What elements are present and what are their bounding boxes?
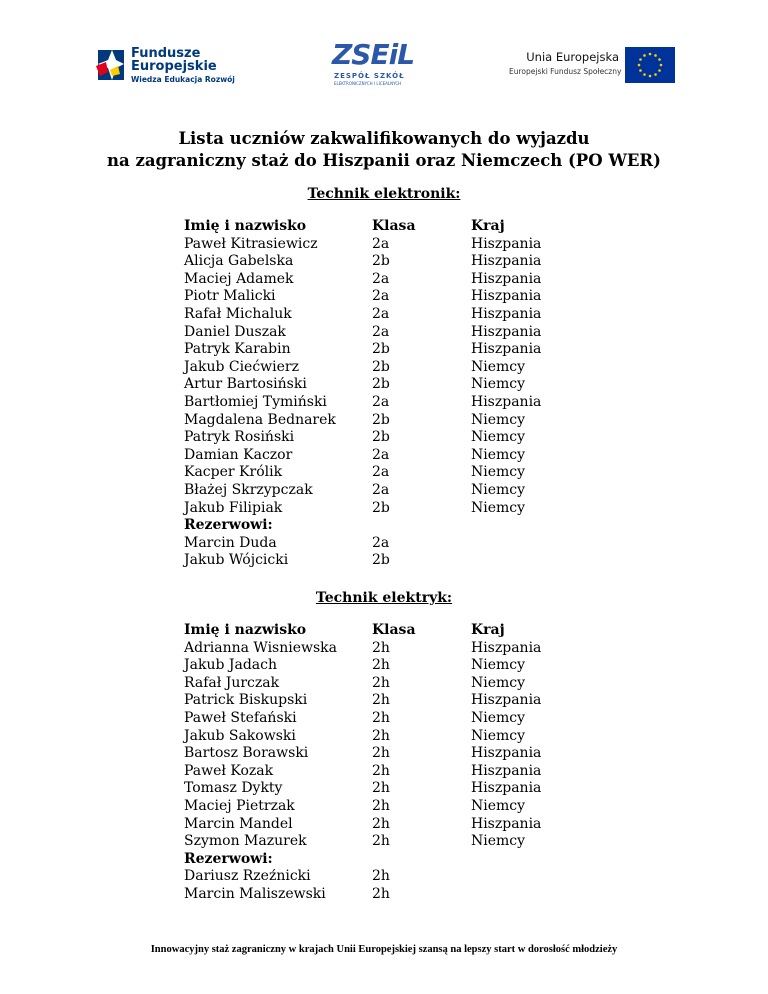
reserve-label-row xyxy=(184,851,584,869)
table-elektryk xyxy=(184,622,584,904)
fe-star-icon xyxy=(94,46,126,84)
eu-star-icon xyxy=(649,53,652,56)
student-class: 2h xyxy=(372,709,390,726)
reserve-row xyxy=(184,868,584,886)
student-name: Maciej Adamek xyxy=(184,270,294,287)
student-class: 2a xyxy=(372,393,390,410)
student-name: Rafał Jurczak xyxy=(184,674,280,691)
zseil-word: ZSEiL xyxy=(332,38,415,71)
footer-text: Innowacyjny staż zagraniczny w krajach Unii Europejskiej szansą na lepszy start w dorosłość młodzieży xyxy=(150,944,618,955)
reserve-row xyxy=(184,535,584,553)
table-row xyxy=(184,728,584,746)
reserve-row xyxy=(184,552,584,570)
zseil-sub2: ELEKTRONICZNYCH I LICEALNYCH xyxy=(334,81,402,86)
ue-line2: Europejski Fundusz Społeczny xyxy=(509,67,622,76)
student-country: Hiszpania xyxy=(471,253,542,270)
student-name: Jakub Ciećwierz xyxy=(184,358,300,375)
ue-line1: Unia Europejska xyxy=(526,50,619,64)
student-class: 2b xyxy=(372,499,390,516)
student-class: 2b xyxy=(372,411,390,428)
student-name: Paweł Stefański xyxy=(184,709,297,726)
reserve-row xyxy=(184,886,584,904)
student-name: Szymon Mazurek xyxy=(184,833,307,850)
student-name: Patryk Rosiński xyxy=(184,429,295,446)
student-name: Magdalena Bednarek xyxy=(184,411,336,428)
table-header xyxy=(184,218,584,236)
table-row xyxy=(184,657,584,675)
student-name: Damian Kaczor xyxy=(184,446,293,463)
reserve-class: 2a xyxy=(372,534,390,551)
student-country: Hiszpania xyxy=(471,692,542,709)
reserve-label: Rezerwowi: xyxy=(184,850,273,867)
fundusze-europejskie-logo xyxy=(94,44,244,86)
student-name: Błażej Skrzypczak xyxy=(184,481,313,498)
student-name: Piotr Malicki xyxy=(184,288,276,305)
table-row xyxy=(184,359,584,377)
student-class: 2h xyxy=(372,692,390,709)
zseil-logo xyxy=(332,38,424,88)
student-class: 2a xyxy=(372,235,390,252)
student-country: Niemcy xyxy=(471,674,526,691)
student-name: Jakub Sakowski xyxy=(184,727,296,744)
student-class: 2h xyxy=(372,780,390,797)
student-name: Marcin Mandel xyxy=(184,815,293,832)
student-country: Niemcy xyxy=(471,797,526,814)
table-row xyxy=(184,236,584,254)
reserve-name: Jakub Wójcicki xyxy=(184,552,289,569)
document-title-line2: na zagraniczny staż do Hiszpanii oraz Niemczech (PO WER) xyxy=(107,151,661,170)
reserve-name: Marcin Maliszewski xyxy=(184,885,326,902)
reserve-label-row xyxy=(184,517,584,535)
reserve-label: Rezerwowi: xyxy=(184,517,273,534)
student-country: Niemcy xyxy=(471,446,526,463)
table-row xyxy=(184,306,584,324)
student-class: 2a xyxy=(372,323,390,340)
student-country: Hiszpania xyxy=(471,639,542,656)
eu-star-icon xyxy=(658,69,661,72)
reserve-name: Marcin Duda xyxy=(184,534,277,551)
fe-line3: Wiedza Edukacja Rozwój xyxy=(131,75,235,84)
student-name: Patrick Biskupski xyxy=(184,692,308,709)
fe-line1: Fundusze xyxy=(131,46,201,61)
table-row xyxy=(184,464,584,482)
student-country: Hiszpania xyxy=(471,288,542,305)
eu-star-icon xyxy=(649,75,652,78)
student-country: Hiszpania xyxy=(471,235,542,252)
student-country: Hiszpania xyxy=(471,323,542,340)
table-header xyxy=(184,622,584,640)
student-name: Tomasz Dykty xyxy=(184,780,283,797)
table-elektronik xyxy=(184,218,584,570)
student-class: 2b xyxy=(372,341,390,358)
header-country: Kraj xyxy=(471,622,505,638)
student-name: Patryk Karabin xyxy=(184,341,291,358)
table-row xyxy=(184,675,584,693)
student-class: 2a xyxy=(372,481,390,498)
document-title-line1: Lista uczniów zakwalifikowanych do wyjazdu xyxy=(178,129,590,148)
table-row xyxy=(184,324,584,342)
header-class: Klasa xyxy=(372,218,416,234)
student-class: 2b xyxy=(372,376,390,393)
student-class: 2h xyxy=(372,639,390,656)
student-class: 2h xyxy=(372,833,390,850)
eu-star-icon xyxy=(639,58,642,61)
student-name: Daniel Duszak xyxy=(184,323,286,340)
student-country: Hiszpania xyxy=(471,305,542,322)
reserve-class: 2b xyxy=(372,552,390,569)
student-name: Bartosz Borawski xyxy=(184,745,309,762)
eu-star-icon xyxy=(639,69,642,72)
reserve-class: 2h xyxy=(372,885,390,902)
table-row xyxy=(184,763,584,781)
student-country: Hiszpania xyxy=(471,780,542,797)
student-name: Maciej Pietrzak xyxy=(184,797,295,814)
student-country: Hiszpania xyxy=(471,393,542,410)
table-row xyxy=(184,429,584,447)
table-row xyxy=(184,253,584,271)
student-name: Bartłomiej Tymiński xyxy=(184,393,327,410)
student-class: 2h xyxy=(372,657,390,674)
eu-star-icon xyxy=(658,58,661,61)
student-name: Artur Bartosiński xyxy=(184,376,307,393)
student-name: Paweł Kozak xyxy=(184,762,274,779)
student-class: 2a xyxy=(372,305,390,322)
student-country: Hiszpania xyxy=(471,341,542,358)
student-name: Kacper Królik xyxy=(184,464,283,481)
table-row xyxy=(184,447,584,465)
eu-star-icon xyxy=(654,73,657,76)
fe-line2: Europejskie xyxy=(131,59,217,74)
student-class: 2h xyxy=(372,745,390,762)
table-row xyxy=(184,692,584,710)
student-name: Paweł Kitrasiewicz xyxy=(184,235,318,252)
zseil-sub: ZESPÓŁ SZKÓŁ xyxy=(334,72,405,80)
table-row xyxy=(184,816,584,834)
header-class: Klasa xyxy=(372,622,416,638)
header-name: Imię i nazwisko xyxy=(184,622,307,638)
table-row xyxy=(184,833,584,851)
table-row xyxy=(184,780,584,798)
student-class: 2a xyxy=(372,270,390,287)
table-row xyxy=(184,798,584,816)
student-class: 2h xyxy=(372,815,390,832)
student-name: Adrianna Wisniewska xyxy=(184,639,338,656)
table-row xyxy=(184,271,584,289)
eu-flag-icon xyxy=(625,47,675,83)
student-country: Niemcy xyxy=(471,411,526,428)
logo-bar xyxy=(0,38,768,87)
student-class: 2b xyxy=(372,429,390,446)
student-country: Niemcy xyxy=(471,727,526,744)
table-row xyxy=(184,500,584,518)
student-name: Jakub Filipiak xyxy=(184,499,283,516)
student-country: Niemcy xyxy=(471,376,526,393)
table-row xyxy=(184,376,584,394)
table-row xyxy=(184,640,584,658)
eu-star-icon xyxy=(643,54,646,57)
student-country: Niemcy xyxy=(471,481,526,498)
reserve-name: Dariusz Rzeźnicki xyxy=(184,868,311,885)
student-country: Niemcy xyxy=(471,429,526,446)
student-class: 2b xyxy=(372,253,390,270)
student-country: Niemcy xyxy=(471,464,526,481)
section-heading-elektryk: Technik elektryk: xyxy=(315,590,453,606)
table-row xyxy=(184,710,584,728)
student-country: Niemcy xyxy=(471,657,526,674)
student-name: Alicja Gabelska xyxy=(184,253,294,270)
student-class: 2a xyxy=(372,288,390,305)
eu-star-icon xyxy=(654,54,657,57)
student-class: 2a xyxy=(372,446,390,463)
eu-star-icon xyxy=(638,64,641,67)
student-name: Rafał Michaluk xyxy=(184,305,292,322)
student-country: Niemcy xyxy=(471,358,526,375)
student-country: Hiszpania xyxy=(471,270,542,287)
student-country: Hiszpania xyxy=(471,815,542,832)
table-row xyxy=(184,341,584,359)
eu-star-icon xyxy=(643,73,646,76)
student-country: Hiszpania xyxy=(471,762,542,779)
student-name: Jakub Jadach xyxy=(184,657,277,674)
student-class: 2h xyxy=(372,797,390,814)
unia-europejska-logo xyxy=(509,44,675,86)
student-class: 2b xyxy=(372,358,390,375)
student-class: 2a xyxy=(372,464,390,481)
student-class: 2h xyxy=(372,727,390,744)
student-class: 2h xyxy=(372,674,390,691)
student-class: 2h xyxy=(372,762,390,779)
table-row xyxy=(184,745,584,763)
table-row xyxy=(184,394,584,412)
eu-star-icon xyxy=(660,64,663,67)
table-row xyxy=(184,482,584,500)
table-row xyxy=(184,288,584,306)
reserve-class: 2h xyxy=(372,868,390,885)
header-name: Imię i nazwisko xyxy=(184,218,307,234)
student-country: Niemcy xyxy=(471,833,526,850)
student-country: Niemcy xyxy=(471,709,526,726)
header-country: Kraj xyxy=(471,218,505,234)
student-country: Hiszpania xyxy=(471,745,542,762)
table-row xyxy=(184,412,584,430)
student-country: Niemcy xyxy=(471,499,526,516)
section-heading-elektronik: Technik elektronik: xyxy=(307,186,461,202)
